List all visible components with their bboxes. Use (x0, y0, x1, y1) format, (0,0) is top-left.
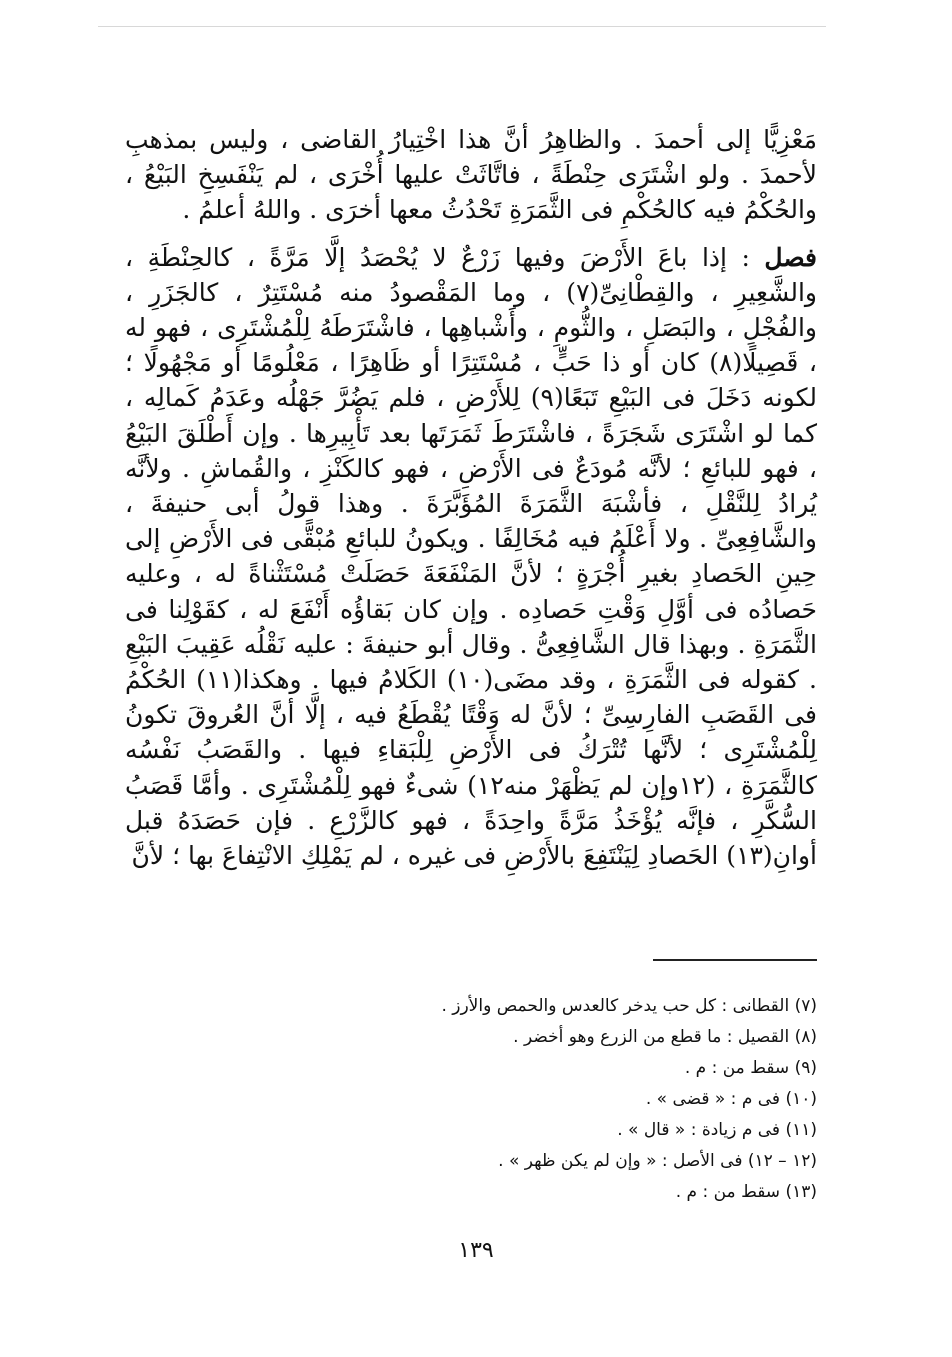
footnotes (257, 991, 817, 1208)
footnote-10: (١٠) فى م : « قضى » . (645, 1089, 817, 1109)
footnote-12: (١٢ – ١٢) فى الأصل : « وإن لم يكن ظهر » . (498, 1151, 817, 1171)
paragraph-2-text: : إذا باعَ الأَرْضَ وفيها زَرْعٌ لا يُحْصَدُ إلَّا مَرَّةً ، كالحِنْطَةِ ، والشَّعِيرِ ، والقِطْانِىِّ(٧) ، وما المَقْصودُ منه مُسْتَتِرٌ ، كالجَزَرِ ، والفُجْلِ ، والبَصَلِ ، والثُّومِ ، وأَشْباهِها ، فاشْتَرَطَهُ لِلْمُشْتَرِى ، فهو له ، قَصِيلًا(٨) كان أو ذا حَبٍّ ، مُسْتَتِرًا أو ظَاهِرًا ، مَعْلُومًا أو مَجْهُولًا ؛ لكونه دَخَلَ فى البَيْعِ تَبَعًا(٩) لِلأَرْضِ ، فلم يَضُرَّ جَهْلُه وعَدَمُ كَمالِه ، كما لو اشْتَرَى شَجَرَةً ، فاشْتَرَطَ ثَمَرَتَها بعد تَأْبِيرِها . وإن أَطْلَقَ البَيْعُ ، فهو للبائعِ ؛ لأنَّه مُودَعٌ فى الأَرْضِ ، فهو كالكَنْزِ ، والقُماشِ . ولأنَّه يُرادُ لِلنَّقْلِ ، فأشْبَهَ الثَّمَرَةَ المُؤَبَّرَةَ . وهذا قولُ أبى حنيفةَ ، والشَّافِعِىِّ . ولا أَعْلَمُ فيه مُخَالِفًا . ويكونُ للبائعِ مُبْقًّى فى الأَرْضِ إلى حِينِ الحَصادِ بغيرِ أُجْرَةٍ ؛ لأنَّ المَنْفَعَةَ حَصَلَتْ مُسْتَثْناةً له ، وعليه حَصادُه فى أوَّلِ وَقْتِ حَصادِه . وإن كان بَقاؤُه أَنْفَعَ له ، كقَوْلِنا فى الثَّمَرَةِ . وبهذا قال الشَّافِعِىُّ . وقال أبو حنيفةَ : عليه نَقْلُه عَقِيبَ البَيْعِ . كقوله فى الثَّمَرَةِ ، وقد مضَى(١٠) الكَلامُ فيها . وهكذا(١١) الحُكْمُ فى القَصَبِ الفارِسِىِّ ؛ لأنَّ له وَقْتًا يُقْطَعُ فيه ، إلَّا أنَّ العُروقَ تكونُ لِلْمُشْتَرِى ؛ لأنَّها تُتْرَكُ فى الأَرْضِ لِلْبَقاءِ فيها . والقَصَبُ نَفْسُه كالثَّمَرَةِ ، (١٢وإن لم يَظْهَرْ منه١٢) شىءٌ فهو لِلْمُشْتَرِى . وأمَّا قَصَبُ السُّكَّرِ ، فإنَّه يُؤْخَذُ مَرَّةً واحِدَةً ، فهو كالزَّرْعِ . فإن حَصَدَهُ قبل أوانِ(١٣) الحَصادِ لِيَنْتَفِعَ بالأَرْضِ فى غيره ، لم يَمْلِكِ الانْتِفاعَ بها ؛ لأنَّ (125, 242, 818, 871)
footnote-separator (653, 959, 817, 961)
footnote-11: (١١) فى م زيادة : « قال » . (617, 1120, 817, 1140)
footnote-9: (٩) سقط من : م . (684, 1058, 817, 1078)
paragraph-1: مَعْزِيًّا إلى أحمدَ . والظاهِرُ أنَّ هذا اخْتِيارُ القاضى ، وليس بمذهبِ لأحمدَ . ولو اشْتَرَى حِنْطَةً ، فاتَّاثَتْ عليها أُخْرَى ، لم يَنْفَسِخِ البَيْعُ ، والحُكْمُ فيه كالحُكْمِ فى الثَّمَرَةِ تَحْدُثُ معها أخرَى . واللهُ أعلمُ . (125, 125, 817, 225)
footnote-7: (٧) القطانى : كل حب يدخر كالعدس والحمص والأرز . (441, 996, 817, 1016)
footnote-13: (١٣) سقط من : م . (675, 1182, 817, 1202)
top-edge-rule (98, 26, 826, 27)
footnote-8: (٨) القصيل : ما قطع من الزرع وهو أخضر . (513, 1027, 817, 1047)
page-number: ١٣٩ (458, 1238, 494, 1263)
paragraph-2 (125, 240, 817, 874)
main-text-body (125, 122, 817, 873)
section-heading-fasl: فصل (764, 242, 817, 272)
